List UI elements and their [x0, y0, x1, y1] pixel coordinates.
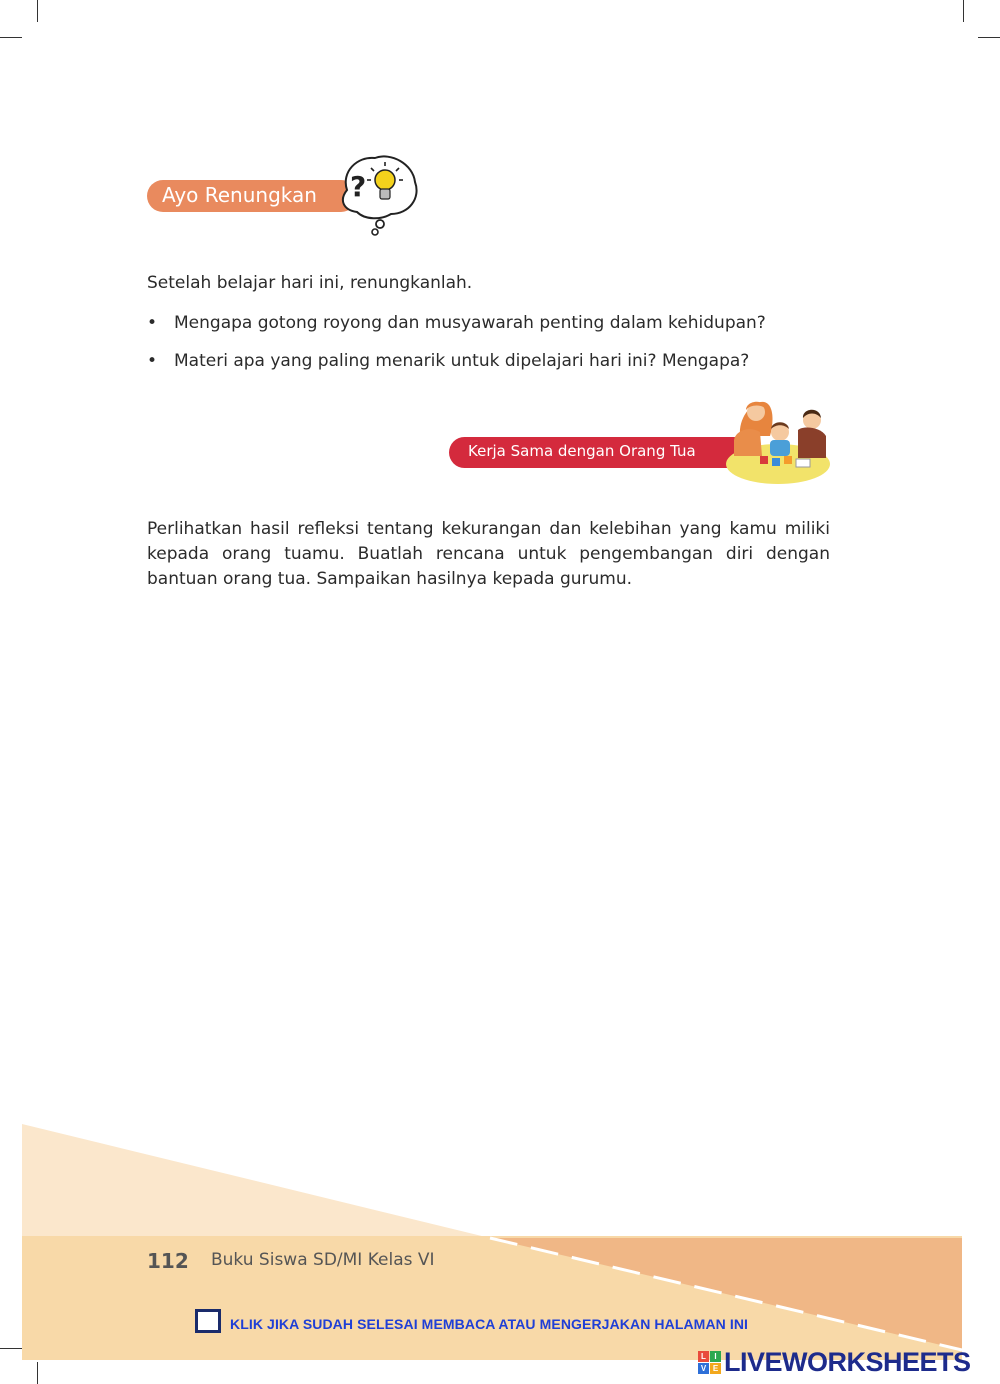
crop-mark — [0, 37, 22, 38]
completion-label[interactable]: KLIK JIKA SUDAH SELESAI MEMBACA ATAU MENGERJAKAN HALAMAN INI — [230, 1316, 749, 1332]
question-list — [147, 311, 766, 387]
bullet: • — [147, 313, 158, 333]
page-number: 112 — [147, 1249, 189, 1273]
crop-mark — [978, 37, 1000, 38]
list-item — [147, 349, 766, 387]
completion-checkbox[interactable] — [195, 1309, 221, 1333]
section-title: Ayo Renungkan — [162, 183, 317, 207]
mark-letter: V — [698, 1363, 709, 1374]
mark-letter: I — [710, 1351, 721, 1362]
mark-letter: L — [698, 1351, 709, 1362]
thought-bubble-icon — [335, 150, 421, 238]
list-item — [147, 311, 766, 349]
svg-text:?: ? — [350, 170, 367, 203]
family-illustration — [720, 396, 832, 488]
coop-paragraph: Perlihatkan hasil refleksi tentang kekurangan dan kelebihan yang kamu miliki kepada orang tuamu. Buatlah rencana untuk pengembangan diri dengan bantuan orang tua. Sampaikan hasilnya kepada gurumu. — [147, 519, 830, 589]
mark-letter: E — [710, 1363, 721, 1374]
section-title-badge — [147, 180, 357, 212]
question-text: Mengapa gotong royong dan musyawarah penting dalam kehidupan? — [174, 313, 766, 333]
crop-mark — [37, 0, 38, 22]
intro-text: Setelah belajar hari ini, renungkanlah. — [147, 273, 473, 293]
coop-title: Kerja Sama dengan Orang Tua — [468, 442, 696, 460]
crop-mark — [963, 0, 964, 22]
question-text: Materi apa yang paling menarik untuk dipelajari hari ini? Mengapa? — [174, 351, 750, 371]
bullet: • — [147, 351, 158, 371]
book-title: Buku Siswa SD/MI Kelas VI — [211, 1250, 435, 1270]
liveworksheets-mark-icon — [698, 1351, 722, 1375]
coop-title-badge — [449, 437, 749, 468]
brand-name: LIVEWORKSHEETS — [724, 1347, 971, 1377]
